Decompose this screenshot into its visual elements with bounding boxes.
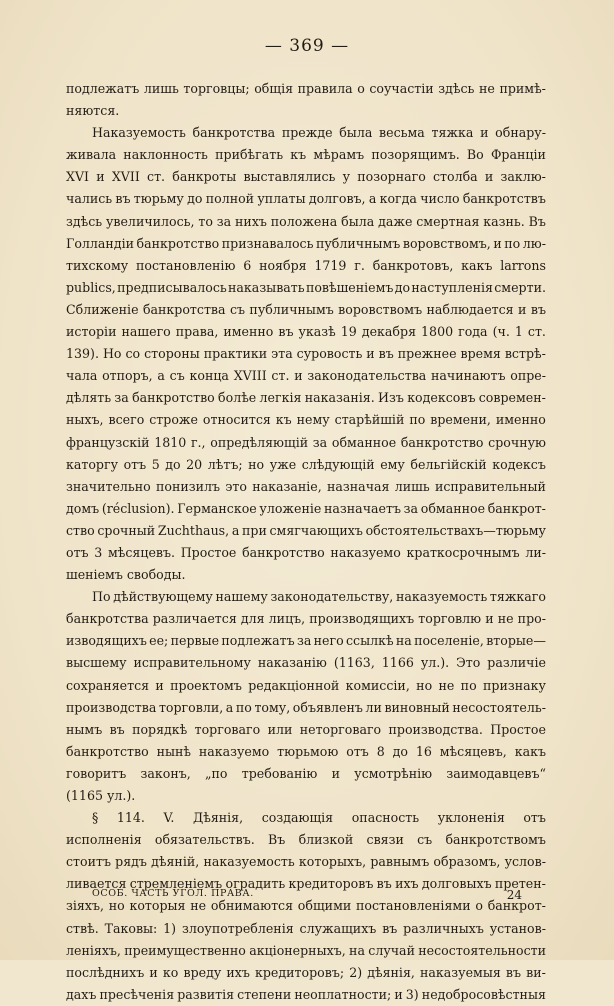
- text-line: банкротство нынѣ наказуемо тюрьмою отъ 8 до 16 мѣсяцевъ, какъ: [66, 743, 546, 759]
- text-line: ливается стремленіемъ оградить кредиторовъ въ ихъ долговыхъ претен-: [66, 876, 546, 892]
- text-line: отъ 3 мѣсяцевъ. Простое банкротство наказуемо краткосрочнымъ ли-: [66, 544, 546, 560]
- text-line: дахъ пресѣченія развитія степени неоплатности; и 3) недобросовѣстныя: [66, 986, 546, 1002]
- text-line: XVI и XVII ст. банкроты выставлялись у позорнаго столба и заклю-: [66, 169, 546, 185]
- text-line: значительно понизилъ это наказаніе, назначая лишь исправительный: [66, 478, 546, 494]
- text-line: леніяхъ, преимущественно акціонерныхъ, на случай несостоятельности: [66, 942, 546, 958]
- text-line: (1165 ул.).: [66, 788, 136, 803]
- text-line: высшему исправительному наказанію (1163, 1166 ул.). Это различіе: [66, 655, 546, 671]
- text-line: домъ (réclusion). Германское уложеніе назначаетъ за обманное банкрот-: [66, 500, 546, 516]
- text-line: 139). Но со стороны практики эта суровость и въ прежнее время встрѣ-: [66, 346, 546, 362]
- signature-text: ОСОБ. ЧАСТЬ УГОЛ. ПРАВА.: [92, 888, 254, 899]
- text-line: подлежатъ лишь торговцы; общія правила о соучастіи здѣсь не примѣ-: [66, 81, 546, 96]
- text-line: банкротства различается для лицъ, производящихъ торговлю и не про-: [66, 611, 546, 627]
- text-line: здѣсь увеличилось, то за нихъ положена была даже смертная казнь. Въ: [66, 213, 546, 229]
- text-line: французскій 1810 г., опредѣляющій за обманное банкротство срочную: [66, 434, 546, 450]
- text-line: послѣднихъ и ко вреду ихъ кредиторовъ; 2) дѣянія, наказуемыя въ ви-: [66, 964, 546, 980]
- text-line: § 114. V. Дѣянія, создающія опасность уклоненія отъ: [92, 810, 546, 826]
- text-line: Наказуемость банкротства прежде была весьма тяжка и обнару-: [92, 125, 546, 141]
- text-line: исторіи нашего права, именно въ указѣ 19 декабря 1800 года (ч. 1 ст.: [66, 324, 546, 340]
- text-line: ныхъ, всего строже относится къ нему старѣйшій по времени, именно: [66, 412, 546, 428]
- text-line: живала наклонность прибѣгать къ мѣрамъ позорящимъ. Во Франціи: [66, 147, 546, 163]
- text-line: зіяхъ, но которыя не обнимаются общими постановленіями о банкрот-: [66, 898, 546, 914]
- text-line: изводящихъ ее; первые подлежатъ за него ссылкѣ на поселеніе, вторые—: [66, 633, 546, 649]
- text-line: нымъ въ порядкѣ торговаго или неторговаго производства. Простое: [66, 721, 546, 737]
- text-line: чались въ тюрьму до полной уплаты долговъ, а когда число банкротствъ: [66, 191, 546, 207]
- text-line: сохраняется и проектомъ редакціонной комиссіи, но не по признаку: [66, 677, 546, 693]
- text-line: Голландіи банкротство признавалось публичнымъ воровствомъ, и по лю-: [66, 235, 546, 251]
- page-number: — 369 —: [264, 36, 350, 56]
- text-line: исполненія обязательствъ. Въ близкой связи съ банкротствомъ: [66, 832, 546, 848]
- signature-number: 24: [506, 888, 522, 902]
- text-line: По дѣйствующему нашему законодательству, наказуемость тяжкаго: [92, 589, 546, 605]
- body-text: [66, 78, 546, 1006]
- text-line: тихскому постановленію 6 ноября 1719 г. банкротовъ, какъ larrons: [66, 257, 546, 273]
- text-line: дѣлять за банкротство болѣе легкія наказанія. Изъ кодексовъ современ-: [66, 390, 546, 406]
- text-line: publics, предписывалось наказывать повѣшеніемъ до наступленія смерти.: [66, 279, 546, 295]
- text-line: чала отпоръ, а съ конца XVIII ст. и законодательства начинаютъ опре-: [66, 368, 546, 384]
- page-footer: [92, 888, 522, 902]
- text-line: ство срочный Zuchthaus, а при смягчающихъ обстоятельствахъ—тюрьму: [66, 522, 546, 538]
- text-line: говоритъ законъ, „по требованію и усмотрѣнію заимодавцевъ“: [66, 765, 546, 781]
- text-line: шеніемъ свободы.: [66, 567, 186, 583]
- text-line: Сближеніе банкротства съ публичнымъ воровствомъ наблюдается и въ: [66, 301, 546, 317]
- text-line: няются.: [66, 103, 120, 119]
- text-line: ствѣ. Таковы: 1) злоупотребленія служащихъ въ различныхъ установ-: [66, 920, 546, 936]
- text-line: стоитъ рядъ дѣяній, наказуемость которыхъ, равнымъ образомъ, услов-: [66, 854, 546, 870]
- text-line: производства торговли, а по тому, объявленъ ли виновный несостоятель-: [66, 699, 546, 715]
- text-line: каторгу отъ 5 до 20 лѣтъ; но уже слѣдующій ему бельгійскій кодексъ: [66, 456, 546, 472]
